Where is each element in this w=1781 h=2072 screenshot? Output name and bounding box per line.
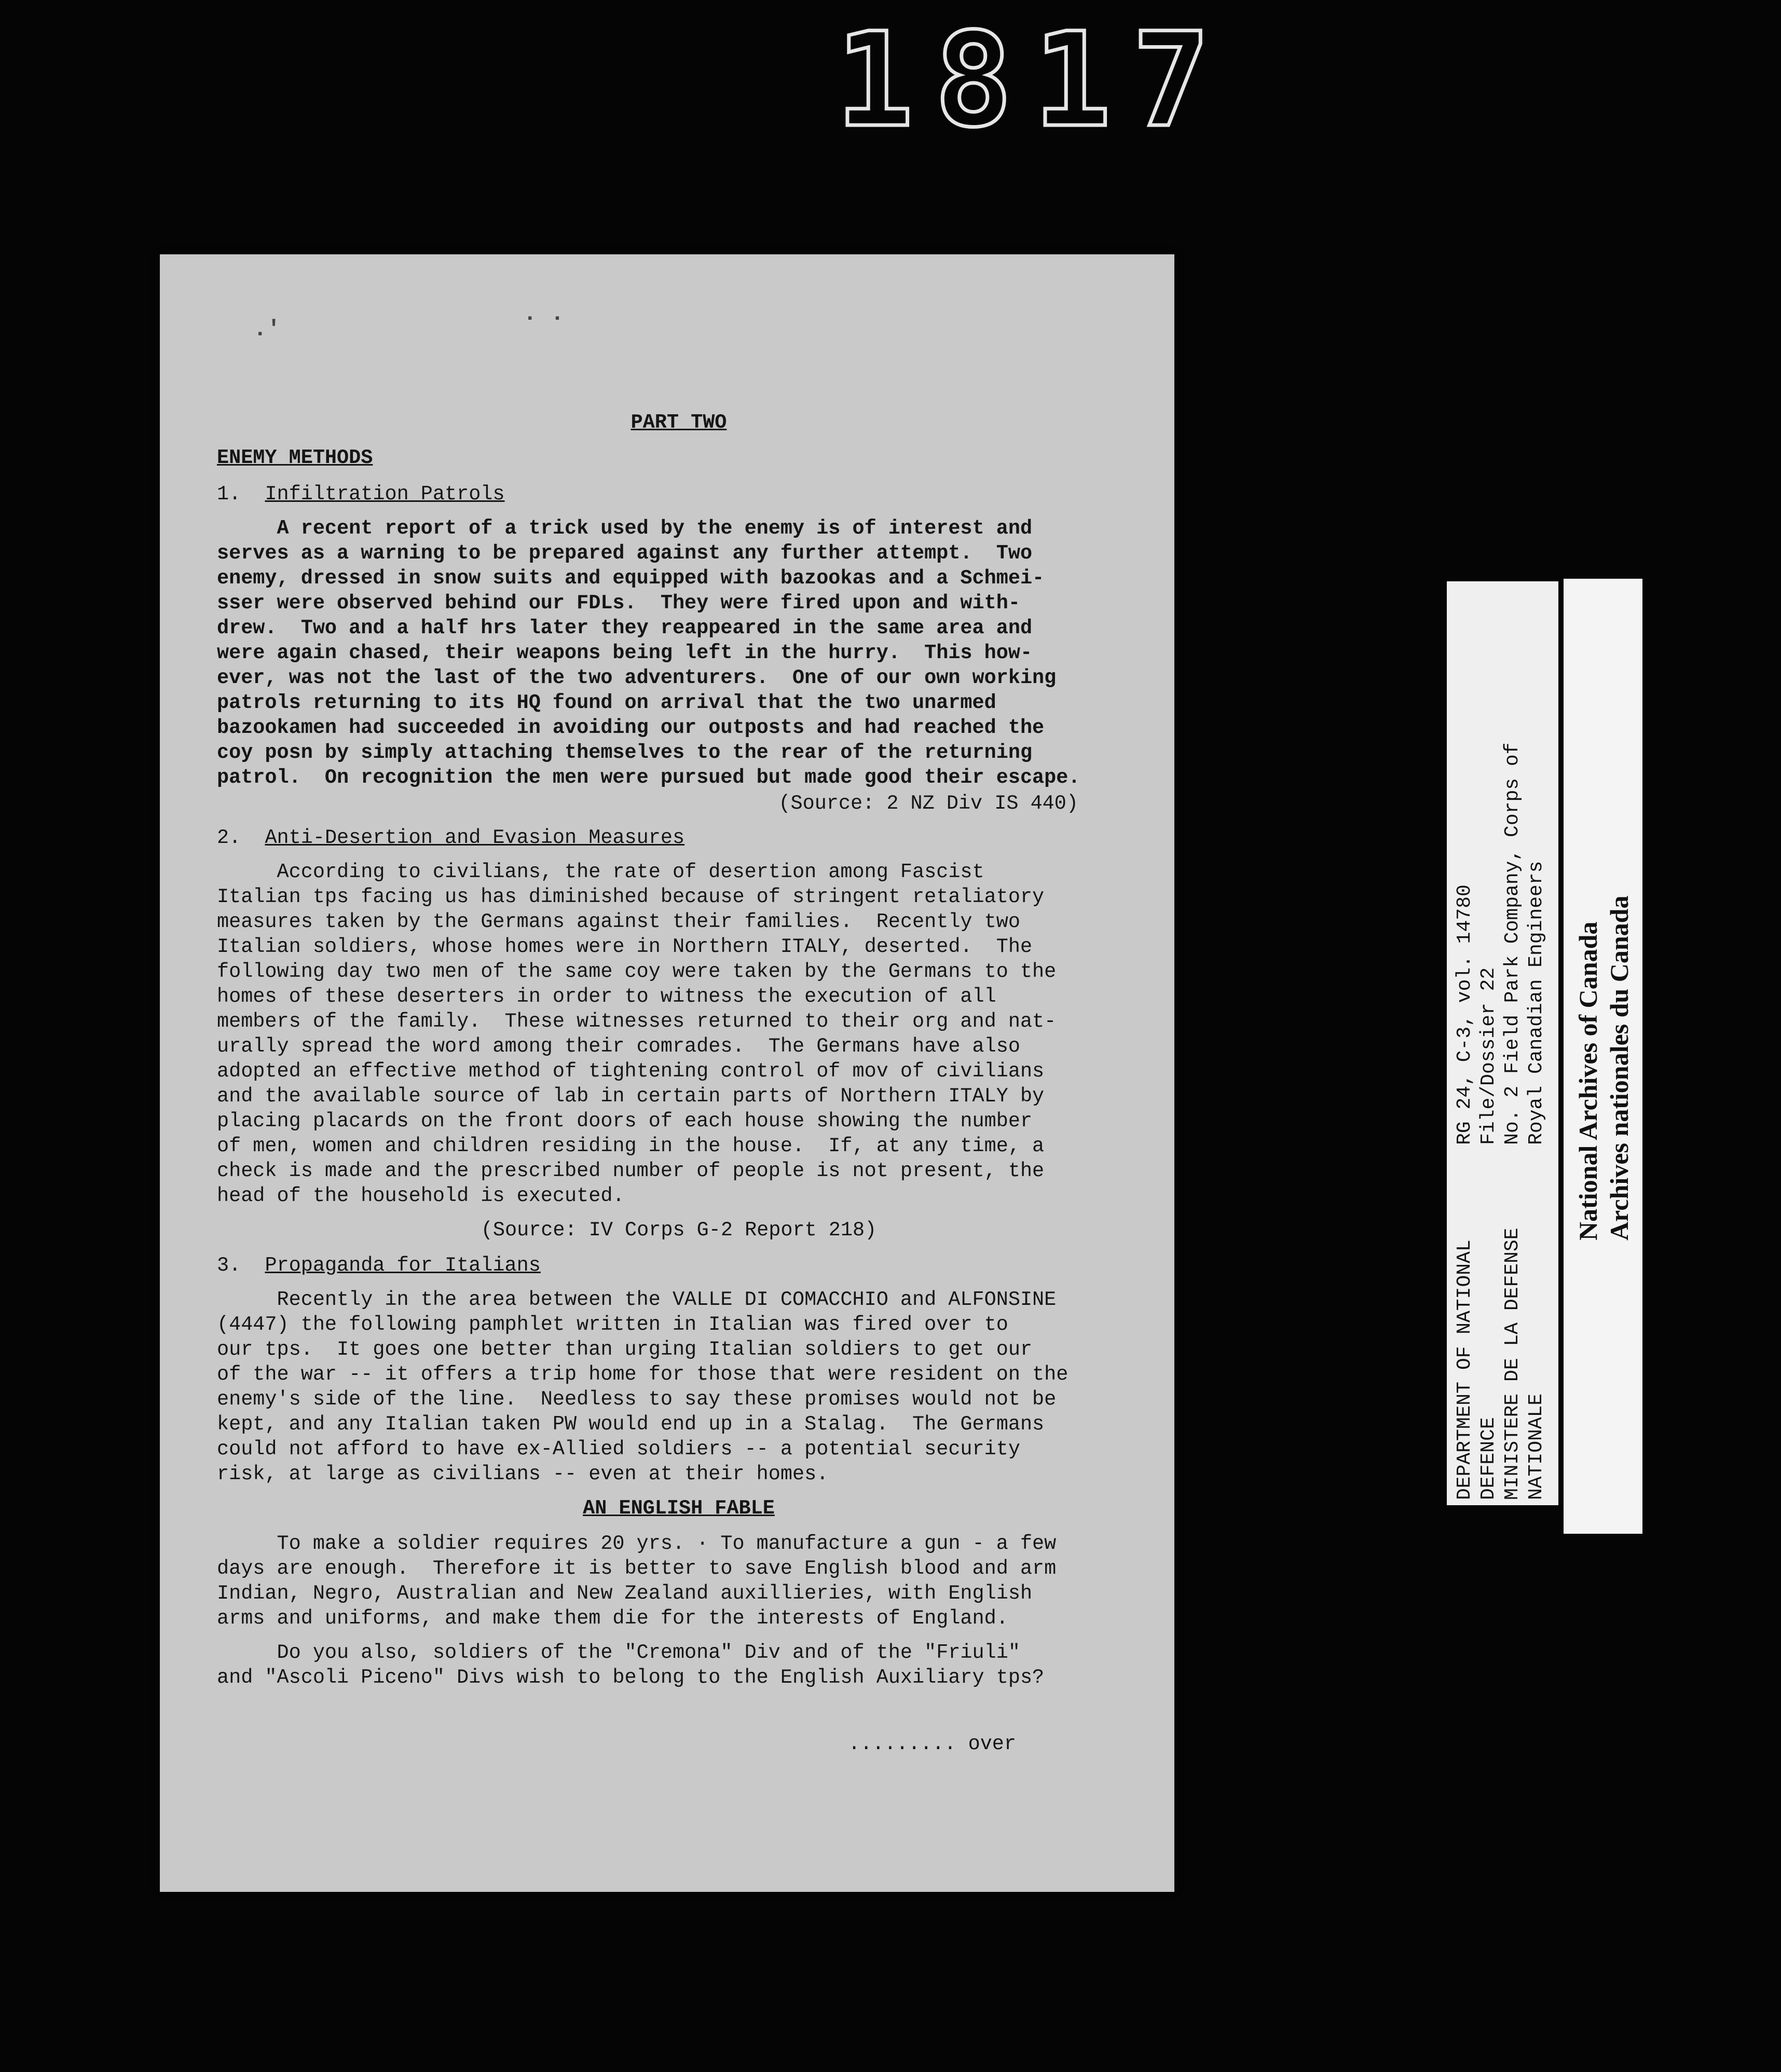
archive-label-text: [1453, 743, 1549, 1500]
section-1-heading: 1. Infiltration Patrols: [217, 483, 505, 506]
speck-mark: .': [253, 317, 281, 343]
section-2-body: According to civilians, the rate of desertion among Fascist Italian tps facing us has diminished because of stringent retaliatory measures taken by the Germans against their families. Recently two Italian soldiers, whose homes were in Northern ITALY, deserted. The following day two men of the same coy were taken by the Germans to the homes of these deserters in order to witness the execution of all members of the family. These witnesses returned to their org and nat- urally spread the word among their comrades. The Germans have also adopted an effective method of tightening control of mov of civilians and the available source of lab in certain parts of Northern ITALY by placing placards on the front doors of each house showing the number of men, women and children residing in the house. If, at any time, a check is made and the prescribed number of people is not present, the head of the household is executed.: [217, 861, 1057, 1207]
stamp-line: National Archives of Canada: [1573, 921, 1602, 1241]
document-text: [217, 410, 1141, 1756]
section-1-source: (Source: 2 NZ Div IS 440): [778, 792, 1078, 815]
dept-line: DEFENCE: [1477, 1417, 1500, 1500]
reference-line: No. 2 Field Park Company, Corps of: [1501, 742, 1524, 1145]
reference-line: File/Dossier 22: [1477, 967, 1500, 1145]
frame-number: 1817: [835, 5, 1231, 156]
fable-paragraph: To make a soldier requires 20 yrs. · To manufacture a gun - a few days are enough. Therefore it is better to save English blood and arm Indian, Negro, Australian and New Zealand auxillieries, with English arms and uniforms, and make them die for the interests of England.: [217, 1532, 1057, 1630]
dept-line: DEPARTMENT OF NATIONAL: [1454, 1239, 1476, 1500]
section-2-heading: 2. Anti-Desertion and Evasion Measures: [217, 826, 685, 849]
section-3-body: Recently in the area between the VALLE DI COMACCHIO and ALFONSINE (4447) the following pamphlet written in Italian was fired over to our tps. It goes one better than urging Italian soldiers to get our of the war -- it offers a trip home for those that were resident on the enemy's side of the line. Needless to say these promises would not be kept, and any Italian taken PW would end up in a Stalag. The Germans could not afford to have ex-Allied soldiers -- a potential security risk, at large as civilians -- even at their homes.: [217, 1288, 1068, 1485]
dept-line: NATIONALE: [1525, 1393, 1547, 1500]
fable-title: AN ENGLISH FABLE: [583, 1497, 775, 1520]
section-2-source: (Source: IV Corps G-2 Report 218): [481, 1219, 877, 1242]
dept-line: MINISTERE DE LA DEFENSE: [1501, 1228, 1524, 1500]
reference-line: Royal Canadian Engineers: [1525, 861, 1547, 1145]
fable-paragraph: Do you also, soldiers of the "Cremona" Div and of the "Friuli" and "Ascoli Piceno" Divs wish to belong to the English Auxiliary tps?: [217, 1641, 1045, 1689]
section-1-body: A recent report of a trick used by the enemy is of interest and serves as a warning to be prepared against any further attempt. Two enemy, dressed in snow suits and equipped with bazookas and a Schmei- sser were observed behind our FDLs. They were fired upon and with- drew. Two and a half hrs later they reappeared in the same area and were again chased, their weapons being left in the hurry. This how- ever, was not the last of the two adventurers. One of our own working patrols returning to its HQ found on arrival that the two unarmed bazookamen had succeeded in avoiding our outposts and had reached the coy posn by simply attaching themselves to the rear of the returning patrol. On recognition the men were pursued but made good their escape.: [217, 517, 1080, 789]
reference-line: RG 24, C-3, vol. 14780: [1454, 884, 1476, 1145]
continuation-note: ......... over: [848, 1733, 1016, 1755]
section-heading: ENEMY METHODS: [217, 446, 373, 469]
document-page: [160, 254, 1174, 1892]
section-3-heading: 3. Propaganda for Italians: [217, 1254, 541, 1277]
archive-stamp-text: [1572, 896, 1635, 1241]
page-title: PART TWO: [631, 411, 727, 434]
speck-mark: . .: [523, 301, 565, 327]
stamp-line: Archives nationales du Canada: [1605, 895, 1634, 1241]
